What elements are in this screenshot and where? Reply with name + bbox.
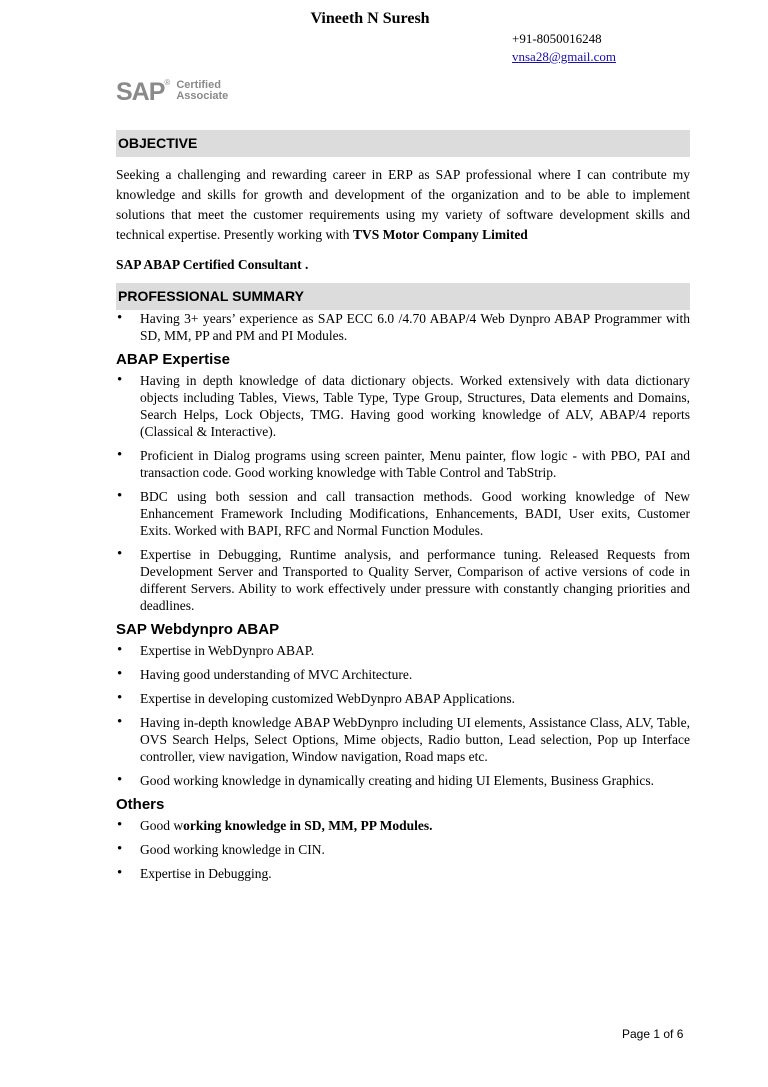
sap-certified-logo <box>116 78 228 104</box>
candidate-name: Vineeth N Suresh <box>310 10 430 27</box>
sap-logo-text: SAP <box>116 78 165 106</box>
list-item: • Expertise in Debugging, Runtime analysis, and performance tuning. Released Requests from Development Server and Transported to Quality Server, Comparison of active versions of code in different Servers. Ability to work effectively under pressure with constantly changing priorities and deadlines. <box>116 546 690 614</box>
list-item: • Having in depth knowledge of data dictionary objects. Worked extensively with data dictionary objects including Tables, Views, Table Type, Type Group, Structures, Data elements and Domains, Search Helps, Lock Objects, TMG. Having good working knowledge of ALV, ABAP/4 reports (Classical & Interactive). <box>116 372 690 440</box>
list-item: • Having 3+ years’ experience as SAP ECC 6.0 /4.70 ABAP/4 Web Dynpro ABAP Programmer with SD, MM, PP and PM and PI Modules. <box>116 310 690 344</box>
list-item: • Expertise in Debugging. <box>116 865 690 882</box>
list-item: • Having good understanding of MVC Architecture. <box>116 666 690 683</box>
others-item-bold: orking knowledge in SD, MM, PP Modules. <box>183 818 433 833</box>
list-item: • Proficient in Dialog programs using screen painter, Menu painter, flow logic - with PBO, PAI and transaction code. Good working knowledge with Table Control and TabStrip. <box>116 447 690 481</box>
webdynpro-list <box>116 642 690 789</box>
others-heading: Others <box>116 796 165 813</box>
objective-heading: OBJECTIVE <box>116 130 690 157</box>
objective-body: Seeking a challenging and rewarding career in ERP as SAP professional where I can contribute my knowledge and skills for growth and development of the organization and to be able to implement solutions that meet the customer requirements using my variety of software development skills and technical expertise. Presently working with <box>116 167 690 242</box>
objective-text <box>116 165 690 245</box>
list-item: • Good working knowledge in dynamically creating and hiding UI Elements, Business Graphics. <box>116 772 690 789</box>
professional-summary-heading: PROFESSIONAL SUMMARY <box>116 283 690 310</box>
abap-expertise-heading: ABAP Expertise <box>116 351 230 368</box>
certified-associate-text <box>176 80 228 102</box>
list-item: • Having in-depth knowledge ABAP WebDynpro including UI elements, Assistance Class, ALV, Table, OVS Search Helps, Select Options, Mime objects, Radio button, Lead selection, Pop up Interface controller, view navigation, Window navigation, Road maps etc. <box>116 714 690 765</box>
page-number: Page 1 of 6 <box>622 1027 684 1041</box>
email-link[interactable]: vnsa28@gmail.com <box>512 49 617 64</box>
phone-number: +91-8050016248 <box>512 31 602 46</box>
others-item-prefix: Good w <box>140 818 184 833</box>
contact-block <box>512 30 616 66</box>
others-list <box>116 817 690 882</box>
logo-line-2: Associate <box>176 90 229 102</box>
abap-list <box>116 372 690 614</box>
list-item: • Expertise in developing customized WebDynpro ABAP Applications. <box>116 690 690 707</box>
company-name: TVS Motor Company Limited <box>352 227 528 242</box>
list-item: • Good working knowledge in CIN. <box>116 841 690 858</box>
summary-list <box>116 310 690 344</box>
registered-mark: ® <box>164 78 171 87</box>
list-item <box>116 817 690 834</box>
resume-body <box>116 130 690 889</box>
certified-consultant-line: SAP ABAP Certified Consultant . <box>116 257 309 272</box>
list-item: • Expertise in WebDynpro ABAP. <box>116 642 690 659</box>
logo-line-1: Certified <box>176 79 221 91</box>
webdynpro-heading: SAP Webdynpro ABAP <box>116 621 280 638</box>
list-item: • BDC using both session and call transaction methods. Good working knowledge of New Enhancement Framework Including Modifications, Enhancements, BADI, User exits, Customer Exits. Worked with BAPI, RFC and Normal Function Modules. <box>116 488 690 539</box>
